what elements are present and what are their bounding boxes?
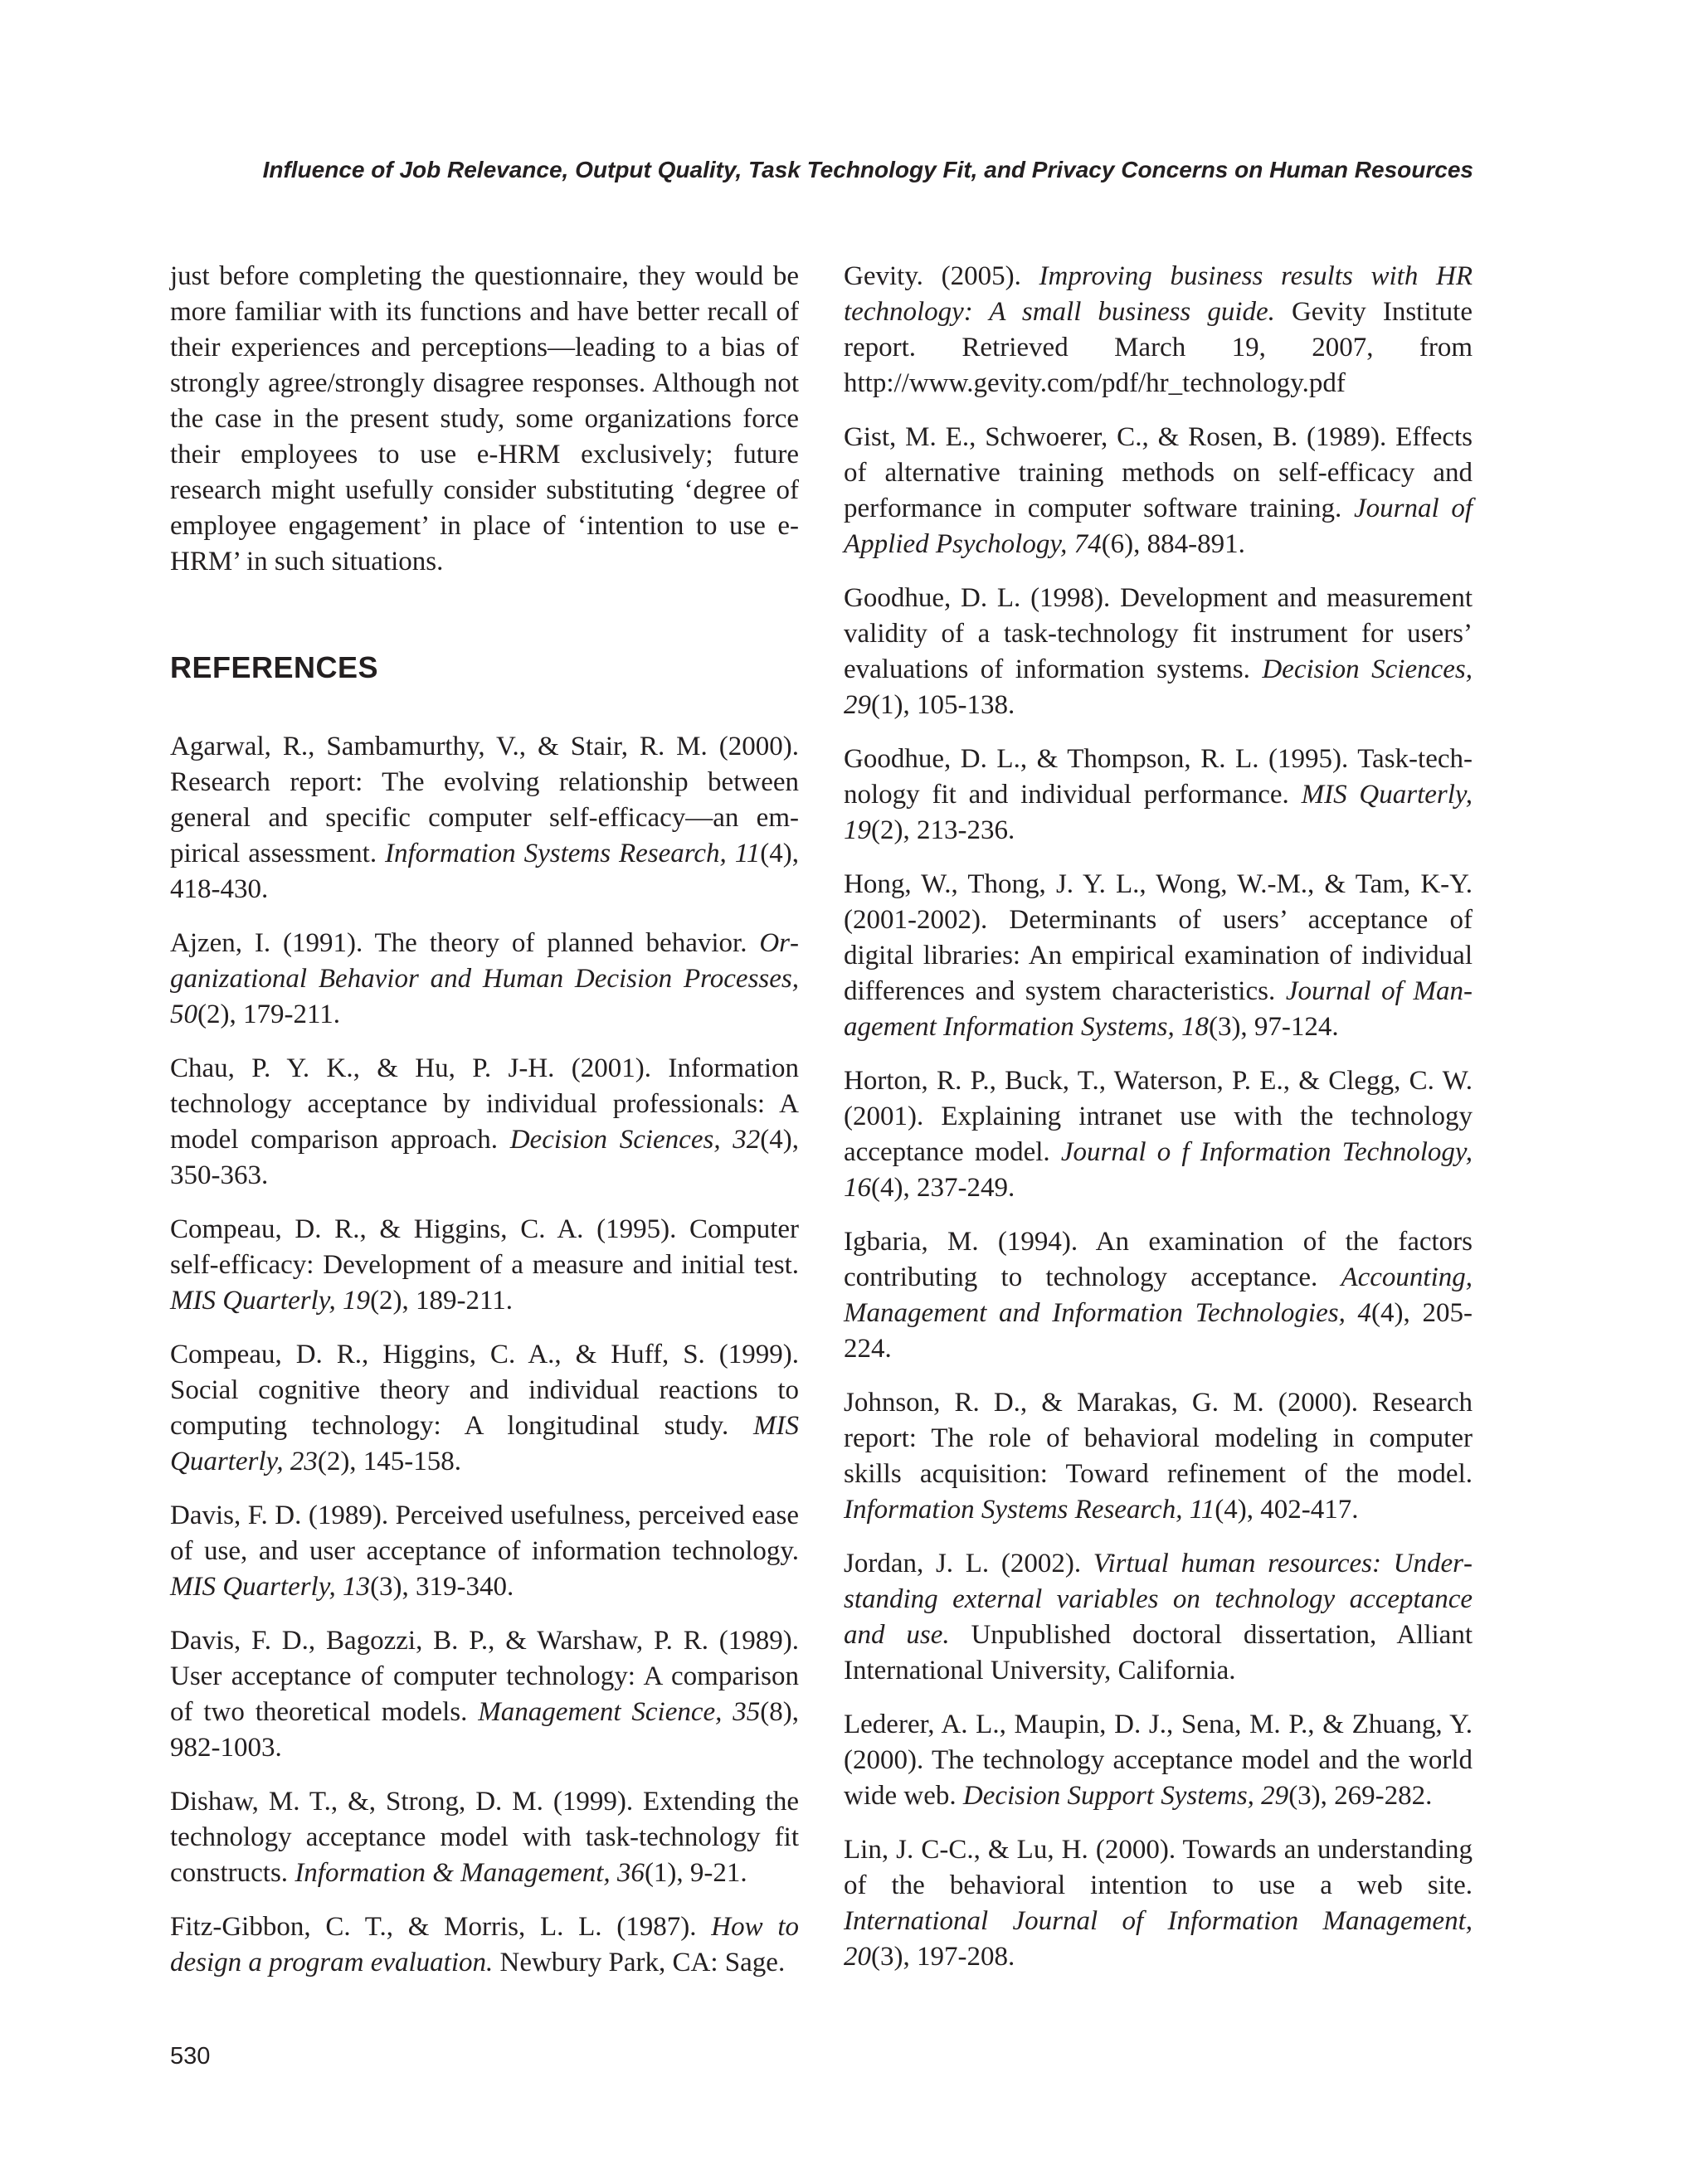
- left-column: [170, 259, 799, 1999]
- running-head-title: Influence of Job Relevance, Output Quality, Task Technology Fit, and Privacy Concerns on Human Resources: [262, 157, 1473, 182]
- reference-entry: Gevity. (2005). Improving business results with HR technology: A small business guide. Gevity Institute report. Retrieved March 19, 2007, from http://www.gevity.com/pdf/hr_technology.pdf: [844, 261, 1473, 398]
- right-column: [844, 259, 1473, 1993]
- reference-entry: Fitz-Gibbon, C. T., & Morris, L. L. (1987). How to design a program evaluation. Newbury Park, CA: Sage.: [170, 1912, 799, 1977]
- reference-entry: Jordan, J. L. (2002). Virtual human resources: Understanding external variables on technology acceptance and use. Unpublished doctoral dissertation, Alliant International University, California.: [844, 1549, 1473, 1685]
- reference-entry: Chau, P. Y. K., & Hu, P. J-H. (2001). Information technology acceptance by individual professionals: A model comparison approach. Decision Sciences, 32(4), 350-363.: [170, 1053, 799, 1190]
- reference-entry: Ajzen, I. (1991). The theory of planned behavior. Organizational Behavior and Human Decision Processes, 50(2), 179-211.: [170, 928, 799, 1029]
- reference-entry: Gist, M. E., Schwoerer, C., & Rosen, B. (1989). Effects of alternative training methods on self-efficacy and performance in computer software training. Journal of Applied Psychology, 74(6), 884-891.: [844, 422, 1473, 559]
- reference-entry: Johnson, R. D., & Marakas, G. M. (2000). Research report: The role of behavioral modeling in computer skills acquisition: Toward refinement of the model. Information Systems Research, 11(4), 402-417.: [844, 1388, 1473, 1525]
- reference-entry: Lin, J. C-C., & Lu, H. (2000). Towards an understanding of the behavioral intention to use a web site. International Journal of Information Management, 20(3), 197-208.: [844, 1835, 1473, 1972]
- reference-entry: Goodhue, D. L., & Thompson, R. L. (1995). Task-technology fit and individual performance. MIS Quarterly, 19(2), 213-236.: [844, 744, 1473, 845]
- references-heading: REFERENCES: [170, 650, 379, 684]
- reference-entry: Hong, W., Thong, J. Y. L., Wong, W.-M., & Tam, K-Y. (2001-2002). Determinants of users’ acceptance of digital libraries: An empirical examination of individual differences and system characteristics. Journal of Management Information Systems, 18(3), 97-124.: [844, 869, 1473, 1042]
- reference-entry: Agarwal, R., Sambamurthy, V., & Stair, R. M. (2000). Research report: The evolving relationship between general and specific computer self-efficacy—an empirical assessment. Information Systems Research, 11(4), 418-430.: [170, 732, 799, 904]
- reference-list-right: [844, 259, 1473, 1975]
- reference-entry: Davis, F. D., Bagozzi, B. P., & Warshaw, P. R. (1989). User acceptance of computer technology: A comparison of two theoretical models. Management Science, 35(8), 982-1003.: [170, 1626, 799, 1763]
- reference-entry: Goodhue, D. L. (1998). Development and measurement validity of a task-technology fit instrument for users’ evaluations of information systems. Decision Sciences, 29(1), 105-138.: [844, 583, 1473, 720]
- reference-entry: Compeau, D. R., & Higgins, C. A. (1995). Computer self-efficacy: Development of a measure and initial test. MIS Quarterly, 19(2), 189-211.: [170, 1214, 799, 1316]
- reference-entry: Igbaria, M. (1994). An examination of the factors contributing to technology acceptance. Accounting, Management and Information Technologies, 4(4), 205-224.: [844, 1227, 1473, 1364]
- reference-list-left: [170, 729, 799, 1981]
- intro-paragraph: just before completing the questionnaire, they would be more familiar with its functions and have better recall of their experiences and perceptions—leading to a bias of strongly agree/strongly disagree responses. Although not the case in the present study, some organizations force their employees to use e-HRM exclusively; future research might usefully consider substituting ‘degree of employee engagement’ in place of ‘intention to use e-HRM’ in such situations.: [170, 261, 799, 576]
- reference-entry: Horton, R. P., Buck, T., Waterson, P. E., & Clegg, C. W. (2001). Explaining intranet use with the technology acceptance model. Journal o f Information Technology, 16(4), 237-249.: [844, 1066, 1473, 1203]
- reference-entry: Lederer, A. L., Maupin, D. J., Sena, M. P., & Zhuang, Y. (2000). The technology acceptance model and the world wide web. Decision Support Systems, 29(3), 269-282.: [844, 1710, 1473, 1811]
- page-number: 530: [170, 2043, 211, 2070]
- reference-entry: Dishaw, M. T., &, Strong, D. M. (1999). Extending the technology acceptance model with task-technology fit constructs. Information & Management, 36(1), 9-21.: [170, 1787, 799, 1888]
- reference-entry: Davis, F. D. (1989). Perceived usefulness, perceived ease of use, and user acceptance of information technology. MIS Quarterly, 13(3), 319-340.: [170, 1501, 799, 1602]
- reference-entry: Compeau, D. R., Higgins, C. A., & Huff, S. (1999). Social cognitive theory and individual reactions to computing technology: A longitudinal study. MIS Quarterly, 23(2), 145-158.: [170, 1340, 799, 1476]
